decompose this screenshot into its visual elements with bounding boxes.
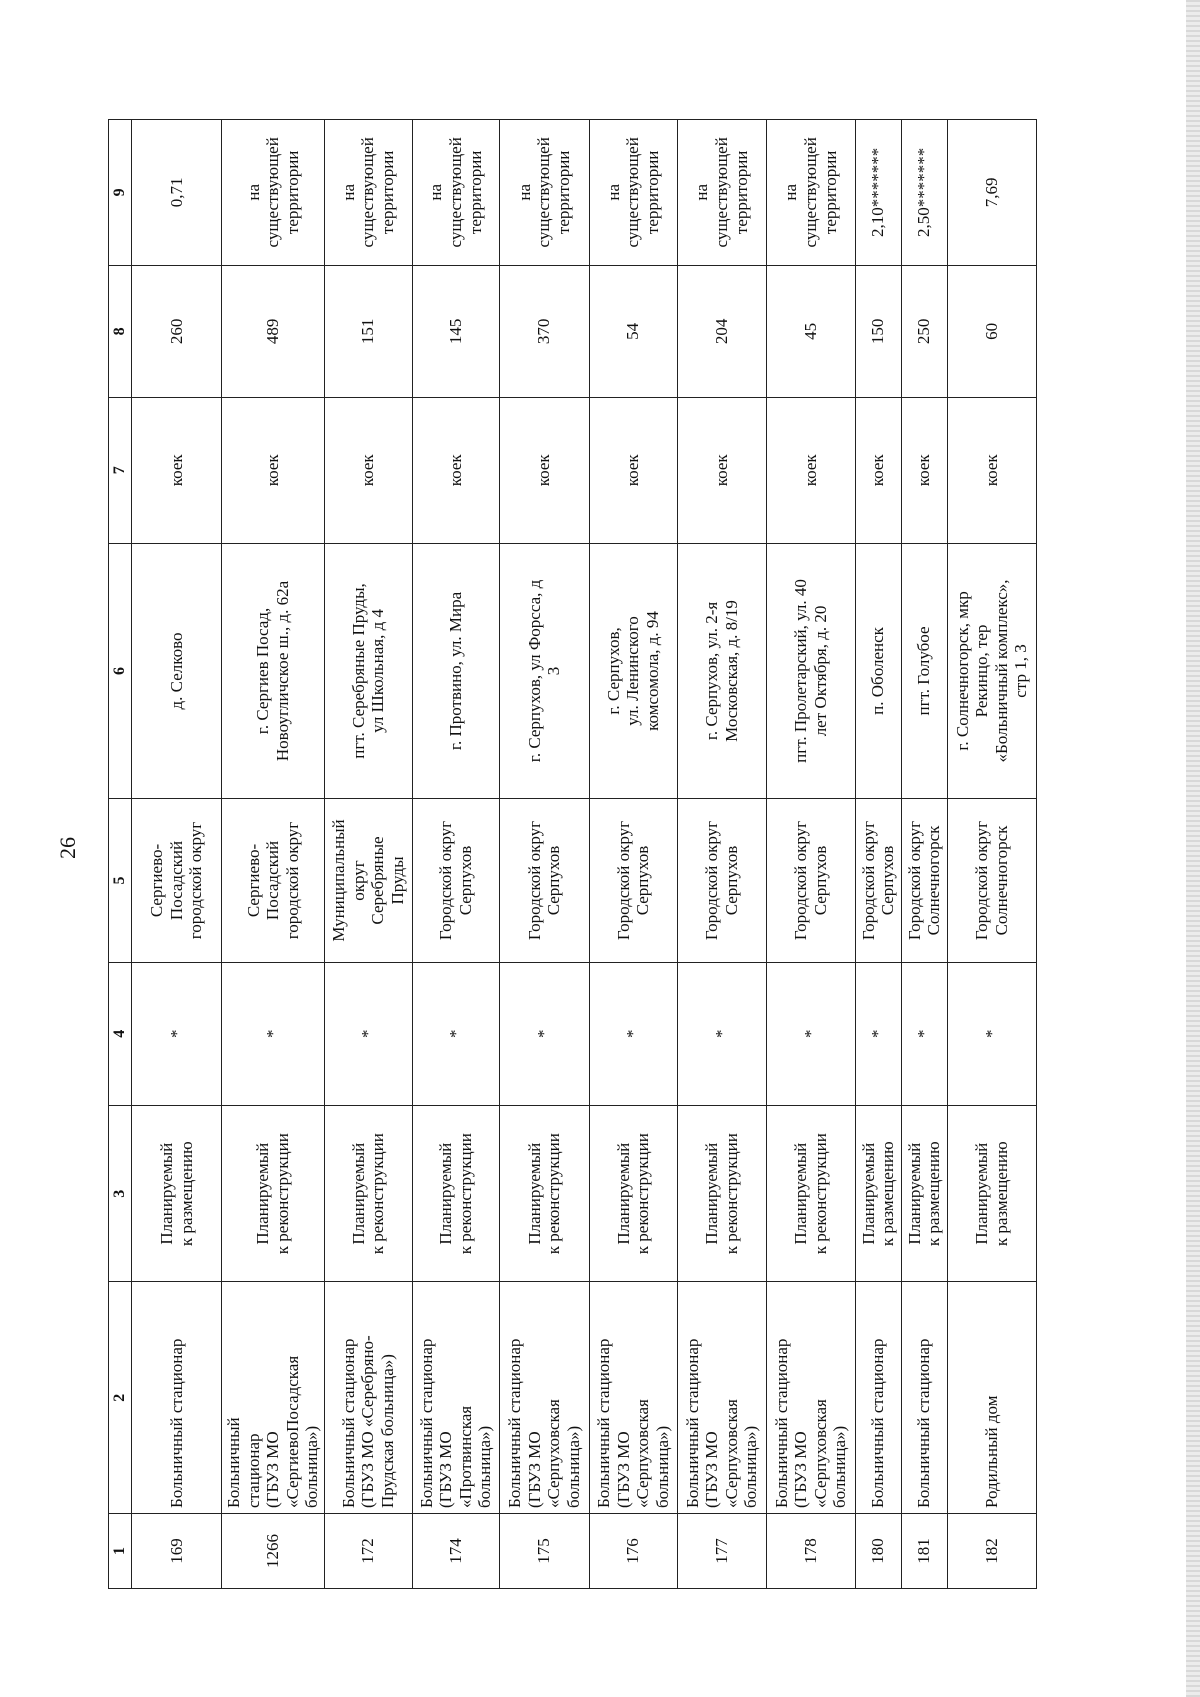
row-number: 180 bbox=[855, 1514, 901, 1589]
header-cell: 9 bbox=[109, 120, 132, 266]
object-name: Больничный стационар (ГБУЗ МО «Серебряно- Прудская больница») bbox=[324, 1282, 412, 1514]
capacity: 60 bbox=[947, 265, 1036, 397]
header-cell: 6 bbox=[109, 543, 132, 799]
object-name: Больничный стационар bbox=[132, 1282, 222, 1514]
area: на существующей территории bbox=[589, 120, 677, 266]
unit: коек bbox=[132, 397, 222, 543]
location: пгт. Голубое bbox=[901, 543, 947, 799]
object-name: Больничный стационар (ГБУЗ МО «Серпуховская больница») bbox=[766, 1282, 855, 1514]
object-name: Больничный стационар bbox=[901, 1282, 947, 1514]
location: г. Солнечногорск, мкр Рекинцо, тер «Больничный комплекс», стр 1, 3 bbox=[947, 543, 1036, 799]
area: 2,10******* bbox=[855, 120, 901, 266]
object-status: Планируемый к реконструкции bbox=[677, 1105, 766, 1281]
capacity: 489 bbox=[222, 265, 325, 397]
location: г. Сергиев Посад, Новоугличское ш., д. 62а bbox=[222, 543, 325, 799]
table-row bbox=[324, 120, 412, 1589]
unit: коек bbox=[855, 397, 901, 543]
unit: коек bbox=[766, 397, 855, 543]
object-status: Планируемый к реконструкции bbox=[589, 1105, 677, 1281]
page-number: 26 bbox=[55, 837, 80, 859]
municipality: Городской округ Солнечногорск bbox=[947, 799, 1036, 962]
row-number: 175 bbox=[499, 1514, 589, 1589]
table-row bbox=[222, 120, 325, 1589]
marker-cell: * bbox=[132, 962, 222, 1105]
marker-cell: * bbox=[324, 962, 412, 1105]
table-row bbox=[677, 120, 766, 1589]
marker-cell: * bbox=[589, 962, 677, 1105]
marker-cell: * bbox=[412, 962, 499, 1105]
table-row bbox=[132, 120, 222, 1589]
table-row bbox=[412, 120, 499, 1589]
unit: коек bbox=[901, 397, 947, 543]
header-cell: 8 bbox=[109, 265, 132, 397]
unit: коек bbox=[412, 397, 499, 543]
object-status: Планируемый к размещению bbox=[947, 1105, 1036, 1281]
object-name: Больничный стационар (ГБУЗ МО «Серпуховская больница») bbox=[677, 1282, 766, 1514]
unit: коек bbox=[324, 397, 412, 543]
table-row bbox=[901, 120, 947, 1589]
object-name: Больничный стационар (ГБУЗ МО «СергиевоПосадская больница») bbox=[222, 1282, 325, 1514]
location: п. Оболенск bbox=[855, 543, 901, 799]
marker-cell: * bbox=[222, 962, 325, 1105]
capacity: 250 bbox=[901, 265, 947, 397]
row-number: 182 bbox=[947, 1514, 1036, 1589]
header-cell: 4 bbox=[109, 962, 132, 1105]
row-number: 177 bbox=[677, 1514, 766, 1589]
capacity: 54 bbox=[589, 265, 677, 397]
area: на существующей территории bbox=[499, 120, 589, 266]
marker-cell: * bbox=[677, 962, 766, 1105]
row-number: 1266 bbox=[222, 1514, 325, 1589]
municipality: Сергиево- Посадский городской округ bbox=[132, 799, 222, 962]
area: на существующей территории bbox=[222, 120, 325, 266]
location: г. Протвино, ул. Мира bbox=[412, 543, 499, 799]
object-status: Планируемый к реконструкции bbox=[412, 1105, 499, 1281]
object-name: Родильный дом bbox=[947, 1282, 1036, 1514]
capacity: 370 bbox=[499, 265, 589, 397]
row-number: 176 bbox=[589, 1514, 677, 1589]
header-cell: 5 bbox=[109, 799, 132, 962]
municipality: Городской округ Серпухов bbox=[855, 799, 901, 962]
unit: коек bbox=[222, 397, 325, 543]
row-number: 169 bbox=[132, 1514, 222, 1589]
municipality: Городской округ Серпухов bbox=[412, 799, 499, 962]
area: на существующей территории bbox=[412, 120, 499, 266]
capacity: 145 bbox=[412, 265, 499, 397]
location: пгт. Пролетарский, ул. 40 лет Октября, д. 20 bbox=[766, 543, 855, 799]
municipality: Городской округ Солнечногорск bbox=[901, 799, 947, 962]
object-status: Планируемый к размещению bbox=[132, 1105, 222, 1281]
municipality: Городской округ Серпухов bbox=[589, 799, 677, 962]
object-status: Планируемый к реконструкции bbox=[222, 1105, 325, 1281]
capacity: 150 bbox=[855, 265, 901, 397]
object-status: Планируемый к реконструкции bbox=[499, 1105, 589, 1281]
row-number: 174 bbox=[412, 1514, 499, 1589]
municipality: Городской округ Серпухов bbox=[677, 799, 766, 962]
table-row bbox=[766, 120, 855, 1589]
header-cell: 7 bbox=[109, 397, 132, 543]
area: 2,50******* bbox=[901, 120, 947, 266]
location: г. Серпухов, ул Форсса, д 3 bbox=[499, 543, 589, 799]
header-cell: 3 bbox=[109, 1105, 132, 1281]
capacity: 45 bbox=[766, 265, 855, 397]
header-cell: 1 bbox=[109, 1514, 132, 1589]
table-container bbox=[108, 119, 1073, 1589]
marker-cell: * bbox=[766, 962, 855, 1105]
municipality: Городской округ Серпухов bbox=[499, 799, 589, 962]
table-row bbox=[589, 120, 677, 1589]
table-row bbox=[947, 120, 1036, 1589]
unit: коек bbox=[499, 397, 589, 543]
unit: коек bbox=[677, 397, 766, 543]
location: д. Селково bbox=[132, 543, 222, 799]
municipality: Муниципальный округ Серебряные Пруды bbox=[324, 799, 412, 962]
area: на существующей территории bbox=[324, 120, 412, 266]
unit: коек bbox=[947, 397, 1036, 543]
object-name: Больничный стационар bbox=[855, 1282, 901, 1514]
unit: коек bbox=[589, 397, 677, 543]
table-row bbox=[855, 120, 901, 1589]
marker-cell: * bbox=[947, 962, 1036, 1105]
object-status: Планируемый к размещению bbox=[901, 1105, 947, 1281]
municipality: Городской округ Серпухов bbox=[766, 799, 855, 962]
area: 0,71 bbox=[132, 120, 222, 266]
marker-cell: * bbox=[855, 962, 901, 1105]
object-name: Больничный стационар (ГБУЗ МО «Протвинская больница») bbox=[412, 1282, 499, 1514]
object-name: Больничный стационар (ГБУЗ МО «Серпуховская больница») bbox=[499, 1282, 589, 1514]
row-number: 172 bbox=[324, 1514, 412, 1589]
area: на существующей территории bbox=[677, 120, 766, 266]
header-cell: 2 bbox=[109, 1282, 132, 1514]
table-row bbox=[499, 120, 589, 1589]
object-status: Планируемый к реконструкции bbox=[766, 1105, 855, 1281]
marker-cell: * bbox=[901, 962, 947, 1105]
facilities-table bbox=[108, 119, 1037, 1589]
object-name: Больничный стационар (ГБУЗ МО «Серпуховская больница») bbox=[589, 1282, 677, 1514]
header-row bbox=[109, 120, 132, 1589]
municipality: Сергиево- Посадский городской округ bbox=[222, 799, 325, 962]
location: г. Серпухов, ул. 2-я Московская, д. 8/19 bbox=[677, 543, 766, 799]
location: г. Серпухов, ул. Ленинского комсомола, д. 94 bbox=[589, 543, 677, 799]
capacity: 151 bbox=[324, 265, 412, 397]
location: пгт. Серебряные Пруды, ул Школьная, д 4 bbox=[324, 543, 412, 799]
row-number: 178 bbox=[766, 1514, 855, 1589]
scan-edge bbox=[1186, 0, 1200, 1697]
capacity: 204 bbox=[677, 265, 766, 397]
row-number: 181 bbox=[901, 1514, 947, 1589]
area: на существующей территории bbox=[766, 120, 855, 266]
object-status: Планируемый к размещению bbox=[855, 1105, 901, 1281]
area: 7,69 bbox=[947, 120, 1036, 266]
capacity: 260 bbox=[132, 265, 222, 397]
marker-cell: * bbox=[499, 962, 589, 1105]
object-status: Планируемый к реконструкции bbox=[324, 1105, 412, 1281]
